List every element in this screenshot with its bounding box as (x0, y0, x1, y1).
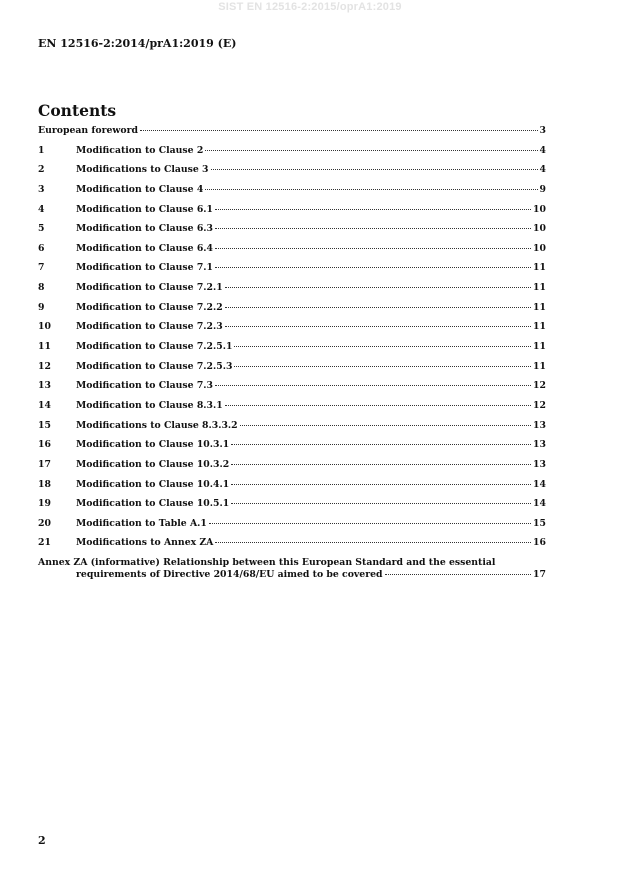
toc-entry-page: 12 (533, 399, 546, 411)
toc-entry-number: 13 (38, 380, 51, 392)
toc-entry[interactable] (38, 164, 546, 184)
toc-entry-page: 13 (533, 419, 546, 431)
toc-entry[interactable] (38, 518, 546, 538)
toc-entry-page: 11 (533, 360, 546, 372)
toc-entry-page: 15 (533, 517, 546, 529)
toc-entry[interactable] (38, 380, 546, 400)
toc-entry-page: 11 (533, 341, 546, 353)
document-id: EN 12516-2:2014/prA1:2019 (E) (38, 37, 237, 50)
toc-entry-title: Modification to Clause 7.2.3 (76, 321, 223, 333)
toc-entry-number: 4 (38, 203, 45, 215)
watermark: SIST EN 12516-2:2015/oprA1:2019 (218, 1, 402, 13)
toc-entry[interactable] (38, 125, 546, 145)
toc-entry-number: 1 (38, 144, 45, 156)
toc-entry-title: Modifications to Clause 3 (76, 164, 209, 176)
toc-entry[interactable] (38, 321, 546, 341)
toc-leader (385, 574, 532, 575)
toc-leader (234, 366, 531, 367)
toc-entry-title: Modification to Clause 7.1 (76, 262, 213, 274)
toc-leader (225, 405, 531, 406)
toc-entry[interactable] (38, 361, 546, 381)
toc-leader (209, 523, 531, 524)
toc-leader (231, 444, 531, 445)
toc-entry[interactable] (38, 400, 546, 420)
toc-leader (240, 425, 531, 426)
toc-entry-number: 5 (38, 223, 45, 235)
toc-entry-page: 9 (539, 183, 546, 195)
toc-entry-title: Modifications to Clause 8.3.3.2 (76, 419, 238, 431)
toc-entry[interactable] (38, 262, 546, 282)
toc-entry-page: 16 (533, 537, 546, 549)
toc-entry[interactable] (38, 145, 546, 165)
toc-entry-page: 13 (533, 458, 546, 470)
toc-entry-title: Modification to Clause 2 (76, 144, 204, 156)
toc-entry[interactable] (38, 479, 546, 499)
toc-entry-title: Modification to Clause 7.3 (76, 380, 213, 392)
toc-entry-page: 10 (533, 242, 546, 254)
toc-entry-title: Modifications to Annex ZA (76, 537, 214, 549)
toc-entry-page: 3 (539, 125, 546, 136)
toc-entry-page: 11 (533, 282, 546, 294)
annex-title-line1: Annex ZA (informative) Relationship between this European Standard and the essential (38, 557, 496, 569)
toc-leader (215, 385, 531, 386)
toc-leader (225, 307, 531, 308)
toc-entry-number: 20 (38, 517, 51, 529)
annex-title-line2-text: requirements of Directive 2014/68/EU aimed to be covered (76, 569, 383, 581)
toc-entry[interactable] (38, 282, 546, 302)
toc-entry-page: 11 (533, 262, 546, 274)
toc-entry-page: 11 (533, 321, 546, 333)
toc-entry-title: Modification to Clause 10.3.2 (76, 458, 230, 470)
toc-leader (205, 189, 537, 190)
toc-entry-number: 8 (38, 282, 45, 294)
toc-entry[interactable] (38, 420, 546, 440)
toc-entry-page: 13 (533, 439, 546, 451)
toc-entry-page: 12 (533, 380, 546, 392)
toc-leader (215, 209, 531, 210)
toc-entry-number: 17 (38, 458, 51, 470)
toc-entries (38, 125, 546, 557)
toc-entry-title: Modification to Table A.1 (76, 517, 207, 529)
toc-entry-title: Modification to Clause 8.3.1 (76, 399, 223, 411)
toc-entry-number: 16 (38, 439, 51, 451)
toc-entry-title: Modification to Clause 10.3.1 (76, 439, 230, 451)
toc-leader (231, 464, 531, 465)
toc-entry-title: Modification to Clause 6.4 (76, 242, 213, 254)
toc-entry-page: 14 (533, 478, 546, 490)
toc-entry-page: 10 (533, 223, 546, 235)
toc-entry-number: 14 (38, 399, 51, 411)
toc-entry-number: 12 (38, 360, 51, 372)
toc-leader (215, 228, 531, 229)
toc-entry-number: 21 (38, 537, 51, 549)
toc-leader (225, 326, 531, 327)
toc-leader (140, 130, 538, 131)
toc-leader (215, 248, 531, 249)
contents-heading: Contents (38, 101, 117, 120)
toc-entry-number: 7 (38, 262, 45, 274)
toc-entry-page: 11 (533, 301, 546, 313)
toc-entry-number: 9 (38, 301, 45, 313)
toc-entry-title: Modification to Clause 7.2.2 (76, 301, 223, 313)
table-of-contents (38, 125, 546, 581)
toc-entry-page: 4 (539, 164, 546, 176)
page-number: 2 (38, 834, 46, 847)
toc-entry[interactable] (38, 204, 546, 224)
toc-leader (234, 346, 531, 347)
toc-entry-number: 2 (38, 164, 45, 176)
toc-entry[interactable] (38, 537, 546, 557)
toc-leader (215, 542, 531, 543)
toc-entry-title: Modification to Clause 7.2.5.1 (76, 341, 233, 353)
toc-entry-page: 4 (539, 144, 546, 156)
annex-title-line2 (38, 569, 546, 581)
toc-entry-title: Modification to Clause 10.4.1 (76, 478, 230, 490)
toc-entry-number: 3 (38, 183, 45, 195)
toc-entry-number: 15 (38, 419, 51, 431)
toc-entry-title: Modification to Clause 6.3 (76, 223, 213, 235)
toc-entry-number: 11 (38, 341, 51, 353)
toc-leader (211, 169, 538, 170)
toc-entry[interactable] (38, 184, 546, 204)
toc-entry-number: 10 (38, 321, 51, 333)
toc-entry-title: Modification to Clause 10.5.1 (76, 498, 230, 510)
toc-entry[interactable] (38, 341, 546, 361)
toc-entry-title: Modification to Clause 7.2.5.3 (76, 360, 233, 372)
toc-entry-title: European foreword (38, 125, 138, 136)
toc-leader (225, 287, 531, 288)
toc-leader (231, 503, 531, 504)
toc-entry[interactable] (38, 302, 546, 322)
toc-entry[interactable] (38, 223, 546, 243)
toc-entry-title: Modification to Clause 6.1 (76, 203, 213, 215)
toc-entry[interactable] (38, 459, 546, 479)
toc-entry-annex-za[interactable] (38, 557, 546, 581)
toc-leader (231, 484, 531, 485)
toc-entry-page: 10 (533, 203, 546, 215)
toc-entry-number: 19 (38, 498, 51, 510)
toc-leader (205, 150, 537, 151)
toc-entry[interactable] (38, 243, 546, 263)
toc-entry-number: 6 (38, 242, 45, 254)
toc-entry[interactable] (38, 498, 546, 518)
toc-entry[interactable] (38, 439, 546, 459)
annex-page-number: 17 (533, 569, 546, 581)
toc-entry-title: Modification to Clause 7.2.1 (76, 282, 223, 294)
toc-entry-number: 18 (38, 478, 51, 490)
toc-entry-title: Modification to Clause 4 (76, 183, 204, 195)
toc-leader (215, 267, 531, 268)
toc-entry-page: 14 (533, 498, 546, 510)
